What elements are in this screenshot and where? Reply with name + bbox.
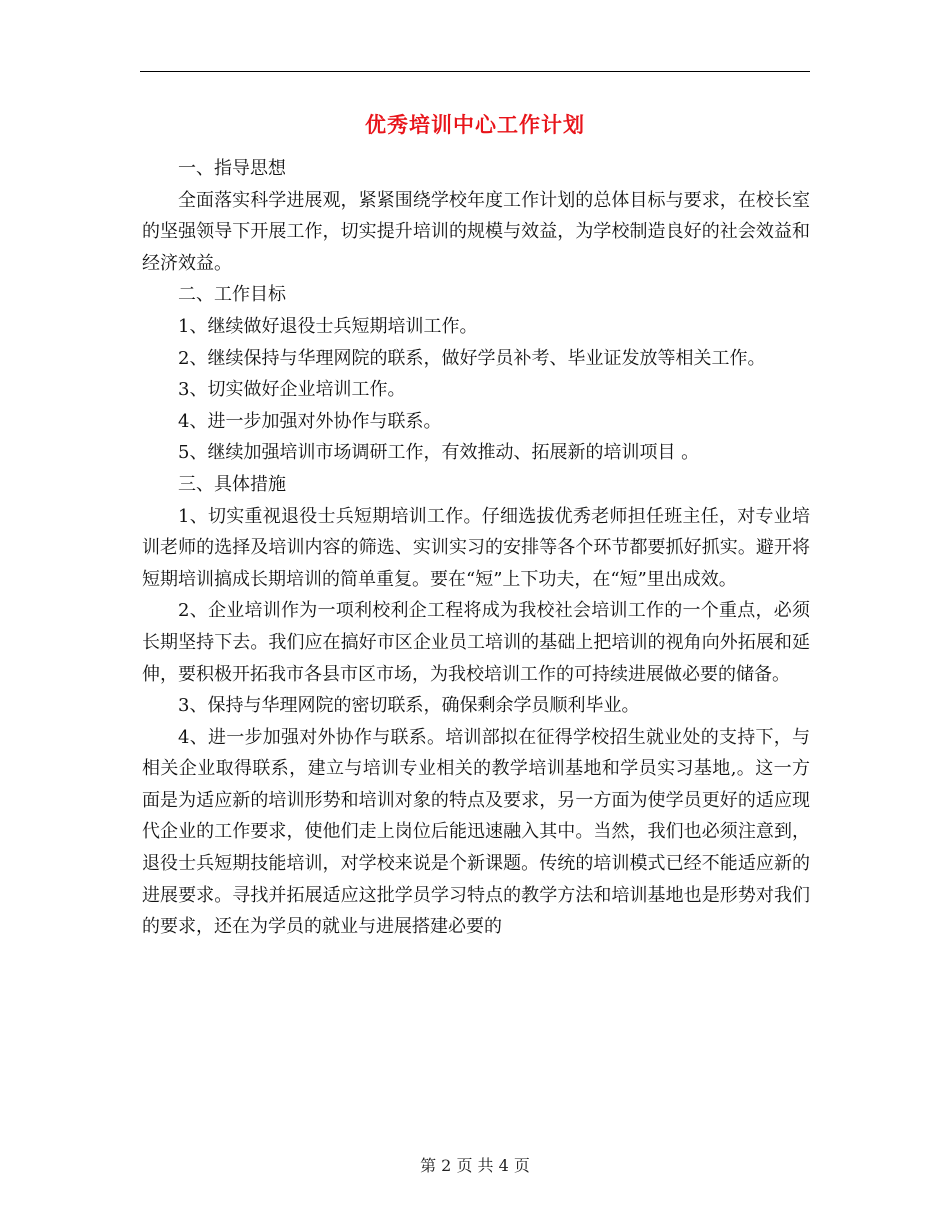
goal-item-4: 4、进一步加强对外协作与联系。 <box>178 410 442 432</box>
measure-item-1: 1、切实重视退役士兵短期培训工作。仔细选拔优秀老师担任班主任，对专业培训老师的选择及培训内容的筛选、实训实习的安排等各个环节都要抓好抓实。避开将短期培训搞成长期培训的简单重复。要在“短”上下功夫，在“短”里出成效。 <box>142 505 810 590</box>
goal-item-5: 5、继续加强培训市场调研工作，有效推动、拓展新的培训项目 。 <box>178 442 700 464</box>
measure-item-3: 3、保持与华理网院的密切联系，确保剩余学员顺利毕业。 <box>178 695 640 717</box>
document-body <box>142 153 810 943</box>
document-title: 优秀培训中心工作计划 <box>365 112 585 137</box>
goal-item-3: 3、切实做好企业培训工作。 <box>178 379 406 401</box>
measure-item-2: 2、企业培训作为一项利校利企工程将成为我校社会培训工作的一个重点，必须长期坚持下去。我们应在搞好市区企业员工培训的基础上把培训的视角向外拓展和延伸，要积极开拓我市各县市区市场，为我校培训工作的可持续进展做必要的储备。 <box>142 600 810 685</box>
paragraph-guiding-ideology: 全面落实科学进展观，紧紧围绕学校年度工作计划的总体目标与要求，在校长室的坚强领导下开展工作，切实提升培训的规模与效益，为学校制造良好的社会效益和经济效益。 <box>142 189 810 274</box>
measure-item-4: 4、进一步加强对外协作与联系。培训部拟在征得学校招生就业处的支持下，与相关企业取得联系，建立与培训专业相关的教学培训基地和学员实习基地,。这一方面是为适应新的培训形势和培训对象的特点及要求，另一方面为使学员更好的适应现代企业的工作要求，使他们走上岗位后能迅速融入其中。当然，我们也必须注意到，退役士兵短期技能培训，对学校来说是个新课题。传统的培训模式已经不能适应新的进展要求。寻找并拓展适应这批学员学习特点的教学方法和培训基地也是形势对我们的要求，还在为学员的就业与进展搭建必要的 <box>142 726 810 938</box>
section-heading-measures: 三、具体措施 <box>178 473 286 495</box>
section-heading-work-goals: 二、工作目标 <box>178 284 286 306</box>
header-rule <box>140 71 810 72</box>
goal-item-2: 2、继续保持与华理网院的联系，做好学员补考、毕业证发放等相关工作。 <box>178 347 766 369</box>
page-number-footer: 第 2 页 共 4 页 <box>420 1156 530 1175</box>
goal-item-1: 1、继续做好退役士兵短期培训工作。 <box>178 315 478 337</box>
section-heading-guiding-ideology: 一、指导思想 <box>178 158 286 179</box>
